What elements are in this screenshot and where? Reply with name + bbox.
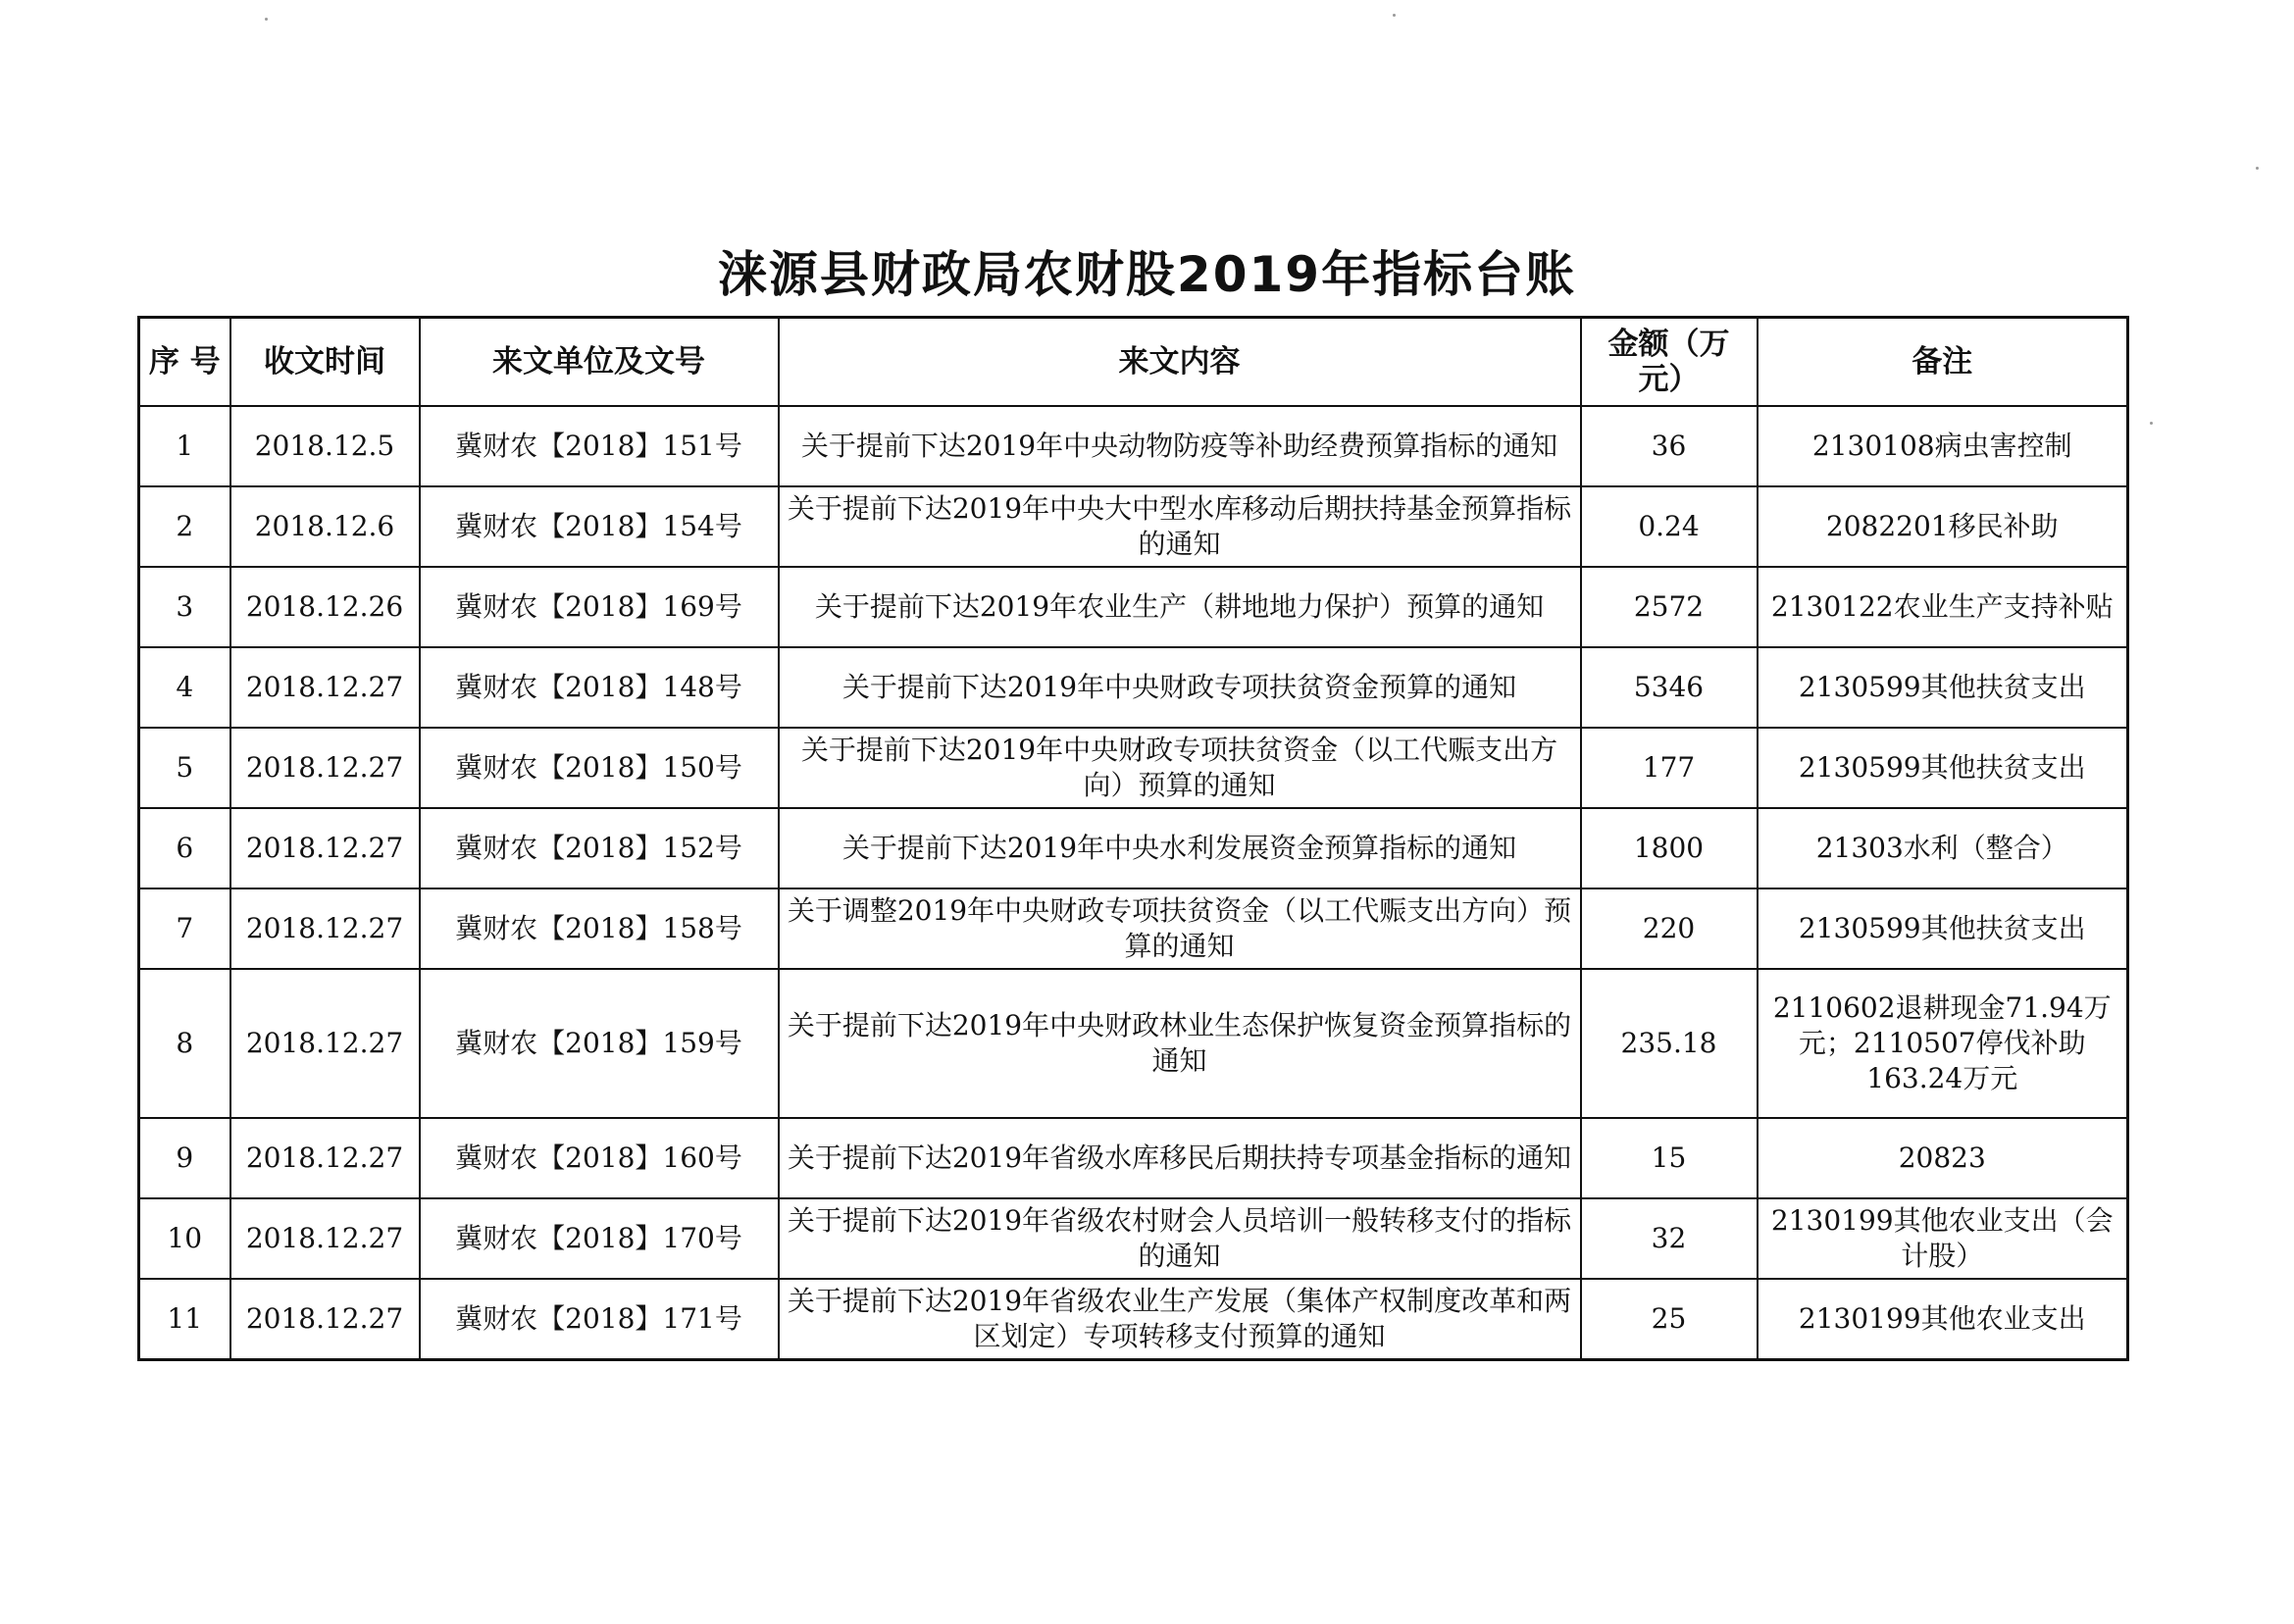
cell-seq: 3 [139,567,230,647]
cell-amount: 36 [1581,406,1758,486]
cell-date: 2018.12.27 [230,888,420,969]
cell-amount: 1800 [1581,808,1758,888]
header-note: 备注 [1758,318,2128,407]
cell-unit: 冀财农【2018】148号 [420,647,779,728]
cell-seq: 8 [139,969,230,1118]
cell-amount: 2572 [1581,567,1758,647]
cell-amount: 15 [1581,1118,1758,1198]
cell-seq: 11 [139,1279,230,1360]
cell-seq: 9 [139,1118,230,1198]
cell-content: 关于提前下达2019年省级农业生产发展（集体产权制度改革和两区划定）专项转移支付预算的通知 [779,1279,1581,1360]
cell-note: 20823 [1758,1118,2128,1198]
cell-unit: 冀财农【2018】170号 [420,1198,779,1279]
document-title: 涞源县财政局农财股2019年指标台账 [717,246,1577,303]
cell-note: 2110602退耕现金71.94万元；2110507停伐补助163.24万元 [1758,969,2128,1118]
cell-content: 关于提前下达2019年中央财政专项扶贫资金（以工代赈支出方向）预算的通知 [779,728,1581,808]
cell-content: 关于提前下达2019年省级水库移民后期扶持专项基金指标的通知 [779,1118,1581,1198]
header-unit: 来文单位及文号 [420,318,779,407]
header-amount: 金额（万元） [1581,318,1758,407]
cell-content: 关于提前下达2019年中央财政林业生态保护恢复资金预算指标的通知 [779,969,1581,1118]
cell-seq: 2 [139,486,230,567]
cell-amount: 25 [1581,1279,1758,1360]
table-row [139,808,2128,888]
cell-unit: 冀财农【2018】154号 [420,486,779,567]
cell-date: 2018.12.27 [230,1198,420,1279]
cell-seq: 7 [139,888,230,969]
cell-note: 21303水利（整合） [1758,808,2128,888]
cell-unit: 冀财农【2018】150号 [420,728,779,808]
cell-content: 关于提前下达2019年中央水利发展资金预算指标的通知 [779,808,1581,888]
scan-speck [2150,422,2153,425]
cell-date: 2018.12.27 [230,1118,420,1198]
cell-note: 2130599其他扶贫支出 [1758,728,2128,808]
cell-date: 2018.12.26 [230,567,420,647]
table-row [139,567,2128,647]
cell-date: 2018.12.27 [230,1279,420,1360]
cell-note: 2130122农业生产支持补贴 [1758,567,2128,647]
cell-seq: 5 [139,728,230,808]
table-row [139,486,2128,567]
scan-speck [1393,14,1396,17]
cell-unit: 冀财农【2018】169号 [420,567,779,647]
cell-unit: 冀财农【2018】158号 [420,888,779,969]
cell-date: 2018.12.5 [230,406,420,486]
ledger-table [137,316,2129,1361]
cell-date: 2018.12.6 [230,486,420,567]
cell-unit: 冀财农【2018】152号 [420,808,779,888]
table-row [139,888,2128,969]
cell-date: 2018.12.27 [230,969,420,1118]
cell-content: 关于调整2019年中央财政专项扶贫资金（以工代赈支出方向）预算的通知 [779,888,1581,969]
table-row [139,647,2128,728]
cell-note: 2130599其他扶贫支出 [1758,888,2128,969]
cell-amount: 177 [1581,728,1758,808]
cell-date: 2018.12.27 [230,808,420,888]
cell-unit: 冀财农【2018】159号 [420,969,779,1118]
cell-amount: 32 [1581,1198,1758,1279]
cell-content: 关于提前下达2019年农业生产（耕地地力保护）预算的通知 [779,567,1581,647]
table-row [139,728,2128,808]
table-row [139,1279,2128,1360]
cell-unit: 冀财农【2018】160号 [420,1118,779,1198]
cell-seq: 10 [139,1198,230,1279]
table-row [139,406,2128,486]
cell-content: 关于提前下达2019年中央动物防疫等补助经费预算指标的通知 [779,406,1581,486]
cell-note: 2130108病虫害控制 [1758,406,2128,486]
cell-unit: 冀财农【2018】171号 [420,1279,779,1360]
cell-seq: 1 [139,406,230,486]
cell-note: 2130199其他农业支出（会计股） [1758,1198,2128,1279]
scan-speck [265,18,268,21]
cell-content: 关于提前下达2019年中央财政专项扶贫资金预算的通知 [779,647,1581,728]
cell-note: 2130199其他农业支出 [1758,1279,2128,1360]
cell-amount: 220 [1581,888,1758,969]
cell-unit: 冀财农【2018】151号 [420,406,779,486]
table-row [139,1118,2128,1198]
cell-date: 2018.12.27 [230,647,420,728]
cell-date: 2018.12.27 [230,728,420,808]
cell-note: 2130599其他扶贫支出 [1758,647,2128,728]
header-date: 收文时间 [230,318,420,407]
cell-amount: 5346 [1581,647,1758,728]
cell-content: 关于提前下达2019年省级农村财会人员培训一般转移支付的指标的通知 [779,1198,1581,1279]
cell-seq: 6 [139,808,230,888]
cell-amount: 0.24 [1581,486,1758,567]
cell-amount: 235.18 [1581,969,1758,1118]
table-row [139,1198,2128,1279]
table-header-row [139,318,2128,407]
cell-content: 关于提前下达2019年中央大中型水库移动后期扶持基金预算指标的通知 [779,486,1581,567]
header-content: 来文内容 [779,318,1581,407]
header-seq: 序 号 [139,318,230,407]
scan-speck [2256,167,2259,170]
table-row [139,969,2128,1118]
cell-note: 2082201移民补助 [1758,486,2128,567]
cell-seq: 4 [139,647,230,728]
